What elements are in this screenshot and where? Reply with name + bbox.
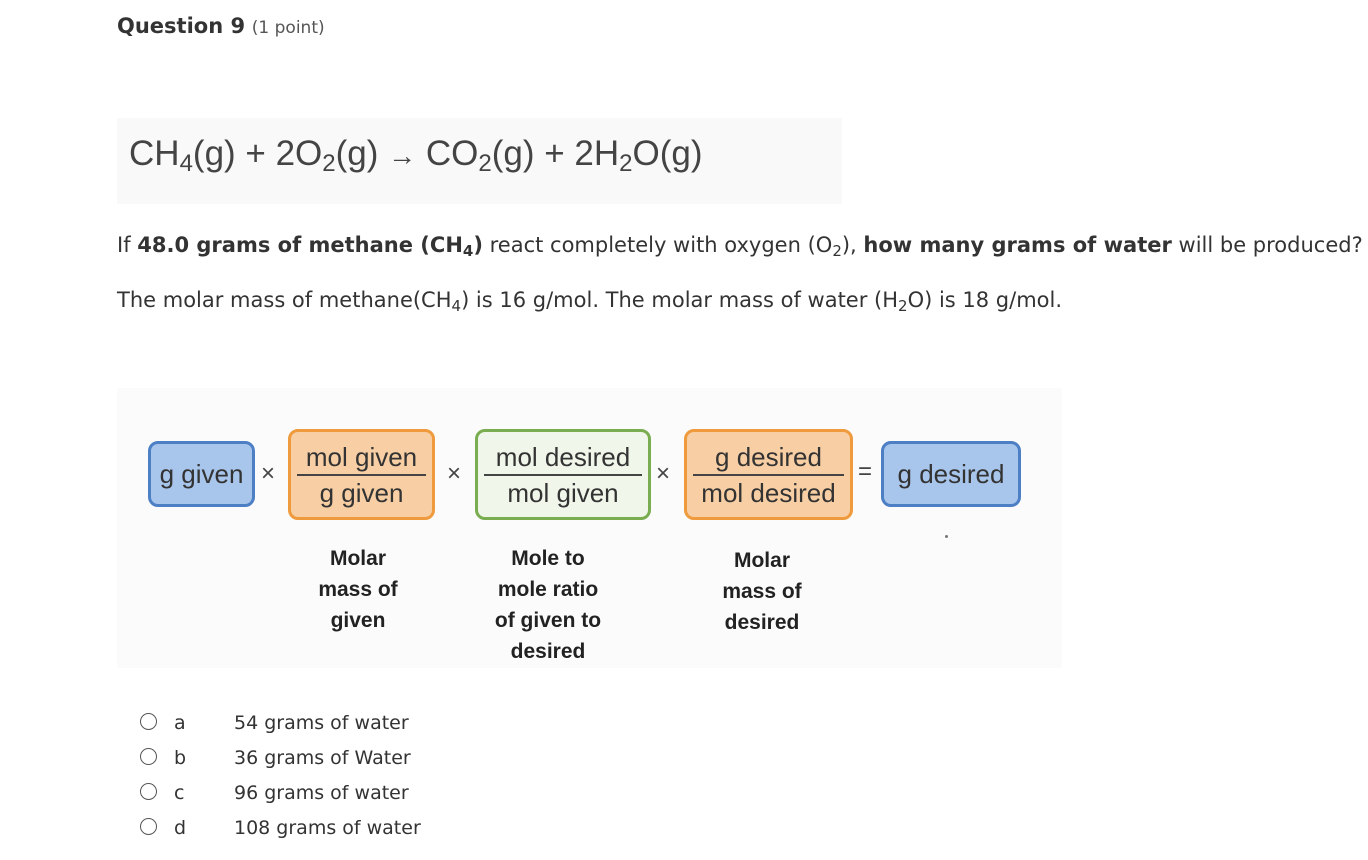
radio-button[interactable] <box>140 713 157 730</box>
caption-line: Mole to <box>511 547 585 570</box>
radio-button[interactable] <box>140 783 157 800</box>
fraction-denominator: mol given <box>507 477 619 508</box>
chemical-equation <box>129 134 703 178</box>
equals-icon: = <box>858 458 873 485</box>
equation-text: (g) <box>335 134 389 173</box>
equation-subscript: 2 <box>322 150 336 177</box>
option-letter: b <box>174 747 187 769</box>
prompt-bold-text: how many grams of water <box>863 233 1172 257</box>
multiply-icon: × <box>656 460 671 487</box>
equation-text: O(g) <box>632 134 703 173</box>
info-subscript: 4 <box>451 297 462 315</box>
equation-text: CH <box>129 134 180 173</box>
prompt-bold-text: 48.0 grams of methane (CH <box>137 233 463 257</box>
mole-ratio-box <box>475 429 651 520</box>
equation-text: (g) + 2H <box>491 134 620 173</box>
g-desired-box <box>881 441 1021 507</box>
option-letter: a <box>174 712 186 734</box>
question-prompt <box>117 233 1363 260</box>
radio-button[interactable] <box>140 818 157 835</box>
prompt-subscript: 4 <box>462 242 474 260</box>
prompt-subscript: 2 <box>832 242 842 260</box>
caption-line: mass of <box>722 580 802 603</box>
option-text: 36 grams of Water <box>234 747 411 769</box>
answer-option-b[interactable] <box>140 743 440 778</box>
fraction-denominator: mol desired <box>701 477 836 508</box>
info-text: O) is 18 g/mol. <box>907 288 1063 312</box>
multiply-icon: × <box>447 460 462 487</box>
caption-line: desired <box>724 611 800 634</box>
info-text: ) is 16 g/mol. The molar mass of water (H <box>461 288 899 312</box>
molar-mass-given-box <box>288 429 435 520</box>
option-text: 54 grams of water <box>234 712 409 734</box>
prompt-text: ), <box>841 233 864 257</box>
question-header <box>117 14 325 38</box>
molar-mass-desired-box <box>684 429 853 520</box>
option-text: 108 grams of water <box>234 817 421 839</box>
caption-line: Molar <box>733 549 790 572</box>
caption-line: Molar <box>329 547 386 570</box>
prompt-text: react completely with oxygen (O <box>482 233 833 257</box>
answer-option-d[interactable] <box>140 813 440 848</box>
answer-option-a[interactable] <box>140 708 440 743</box>
caption-line: of given to <box>494 609 602 632</box>
fraction-numerator: g desired <box>715 441 822 472</box>
equation-text: CO <box>416 134 479 173</box>
reaction-arrow-icon: → <box>388 140 417 171</box>
caption-line: given <box>330 609 386 632</box>
info-text: The molar mass of methane(CH <box>117 288 452 312</box>
option-letter: c <box>174 782 185 804</box>
prompt-text: will be produced? <box>1171 233 1363 257</box>
prompt-bold-text: ) <box>473 233 483 257</box>
g-given-label: g given <box>159 458 244 489</box>
fraction-numerator: mol given <box>305 441 418 472</box>
equation-subscript: 2 <box>478 150 492 177</box>
equation-subscript: 2 <box>619 150 633 177</box>
equation-text: (g) + 2O <box>192 134 323 173</box>
caption-mole-ratio <box>478 543 618 667</box>
question-points: (1 point) <box>251 18 325 38</box>
answer-option-c[interactable] <box>140 778 440 813</box>
g-given-box <box>148 441 255 507</box>
prompt-text: If <box>117 233 138 257</box>
chemical-equation-image <box>117 118 842 204</box>
decorative-dot <box>945 535 948 538</box>
radio-button[interactable] <box>140 748 157 765</box>
fraction-denominator: g given <box>319 477 404 508</box>
conversion-diagram <box>117 388 1062 668</box>
g-desired-label: g desired <box>897 458 1005 489</box>
fraction-numerator: mol desired <box>495 441 631 472</box>
question-title: Question 9 <box>117 14 246 38</box>
caption-line: mass of <box>318 578 398 601</box>
answer-options <box>140 708 440 848</box>
option-letter: d <box>174 817 187 839</box>
info-subscript: 2 <box>898 297 908 315</box>
caption-molar-mass-desired <box>692 545 832 638</box>
caption-line: mole ratio <box>497 578 599 601</box>
molar-mass-info <box>117 288 1062 315</box>
caption-line: desired <box>510 640 586 663</box>
equation-subscript: 4 <box>179 150 193 177</box>
option-text: 96 grams of water <box>234 782 409 804</box>
multiply-icon: × <box>261 460 276 487</box>
caption-molar-mass-given <box>288 543 428 636</box>
